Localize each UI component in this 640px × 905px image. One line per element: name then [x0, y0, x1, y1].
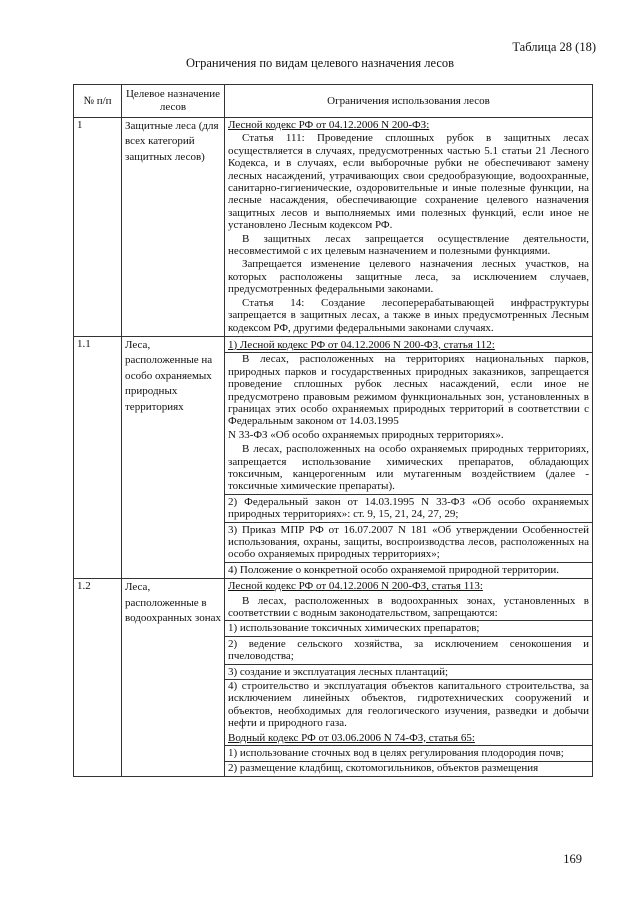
restriction-paragraph: N 33-ФЗ «Об особо охраняемых природных территориях».: [228, 428, 504, 441]
restriction-paragraph: 1) Лесной кодекс РФ от 04.12.2006 N 200-ФЗ, статья 112:: [225, 338, 592, 353]
table-row: [74, 118, 593, 337]
restrictions-table: [73, 84, 593, 777]
restriction-paragraph: 1) использование токсичных химических препаратов;: [225, 621, 592, 636]
restriction-paragraph: В лесах, расположенных в водоохранных зонах, установленных в соответствии с водным законодательством, запрещаются:: [225, 594, 592, 622]
restriction-paragraph: 4) строительство и эксплуатация объектов капитального строительства, за исключением линейных объектов, гидротехнических сооружений и объектов, необходимых для геологического изучения, разведки и добычи нефти и природного газа.: [228, 680, 589, 730]
restrictions-cell: [225, 579, 593, 777]
table-body: [74, 118, 593, 777]
forest-purpose: Защитные леса (для всех категорий защитных лесов): [122, 118, 225, 337]
restriction-paragraph: 2) ведение сельского хозяйства, за исключением сенокошения и пчеловодства;: [225, 637, 592, 665]
restriction-paragraph: Запрещается изменение целевого назначения лесных участков, на которых расположены защитные леса, за исключением случаев, предусмотренных федеральными законами.: [228, 258, 589, 296]
restriction-paragraph: В защитных лесах запрещается осуществление деятельности, несовместимой с их целевым назначением и полезными функциями.: [228, 232, 589, 258]
page-number: 169: [563, 852, 582, 866]
restriction-paragraph: Статья 111: Проведение сплошных рубок в защитных лесах осуществляется в случаях, предусмотренных частью 5.1 статьи 21 Лесного Кодекса, и в случаях, если выборочные рубки не обеспечивают замену лесных насаждений, утрачивающих свои средообразующие, водоохранные, санитарно-гигиенические, оздоровительные и иные полезные функции, на лесные насаждения, обеспечивающие сохранение целевого назначения защитных лесов и выполняемых ими полезных функций, если иное не установлено Лесным кодексом РФ.: [228, 132, 589, 232]
table-label: Таблица 28 (18): [512, 40, 596, 54]
row-number: 1.2: [74, 579, 122, 777]
restriction-paragraph: Статья 14: Создание лесоперерабатывающей инфраструктуры запрещается в защитных лесах, а также в иных предусмотренных Лесным кодексом РФ, другими федеральными законами случаях.: [228, 296, 589, 334]
document-title: Ограничения по видам целевого назначения лесов: [185, 56, 455, 70]
restriction-paragraph: Водный кодекс РФ от 03.06.2006 N 74-ФЗ, статья 65:: [225, 731, 592, 746]
table-row: [74, 336, 593, 578]
restriction-paragraph: В лесах, расположенных на территориях национальных парков, природных парков и государственных природных заказников, запрещается проведение сплошных рубок лесных насаждений, если иное не предусмотрено правовым режимом функциональных зон, установленных в границах этих особо охраняемых природных территорий в соответствии с Федеральным законом от 14.03.1995: [228, 353, 589, 428]
restriction-paragraph: 2) Федеральный закон от 14.03.1995 N 33-ФЗ «Об особо охраняемых природных территориях»: ст. 9, 15, 21, 24, 27, 29;: [225, 495, 592, 523]
restriction-paragraph: В лесах, расположенных на особо охраняемых природных территориях, запрещается использование химических препаратов, обладающих токсичным, канцерогенным или мутагенным воздействием (далее - токсичные химические препараты).: [225, 442, 592, 495]
restriction-paragraph: 2) размещение кладбищ, скотомогильников, объектов размещения: [228, 761, 539, 774]
forest-purpose: Леса, расположенные на особо охраняемых природных территориях: [122, 336, 225, 578]
restrictions-cell: [225, 118, 593, 337]
row-number: 1: [74, 118, 122, 337]
restriction-paragraph: Лесной кодекс РФ от 04.12.2006 N 200-ФЗ, статья 113:: [228, 580, 483, 593]
restriction-paragraph: 3) создание и эксплуатация лесных плантаций;: [225, 665, 592, 680]
table-row: [74, 579, 593, 777]
column-header-restrictions: Ограничения использования лесов: [225, 85, 593, 118]
restriction-paragraph: 1) использование сточных вод в целях регулирования плодородия почв;: [225, 746, 592, 761]
row-number: 1.1: [74, 336, 122, 578]
restriction-paragraph: Лесной кодекс РФ от 04.12.2006 N 200-ФЗ:: [228, 119, 430, 131]
forest-purpose: Леса, расположенные в водоохранных зонах: [122, 579, 225, 777]
restriction-paragraph: 3) Приказ МПР РФ от 16.07.2007 N 181 «Об утверждении Особенностей использования, охраны, защиты, воспроизводства лесов, расположенных на особо охраняемых природных территориях»;: [225, 523, 592, 563]
table-header: [74, 85, 593, 118]
restrictions-cell: [225, 336, 593, 578]
column-header-purpose: Целевое назначение лесов: [122, 85, 225, 118]
column-header-number: № п/п: [74, 85, 122, 118]
restriction-paragraph: 4) Положение о конкретной особо охраняемой природной территории.: [228, 563, 560, 576]
